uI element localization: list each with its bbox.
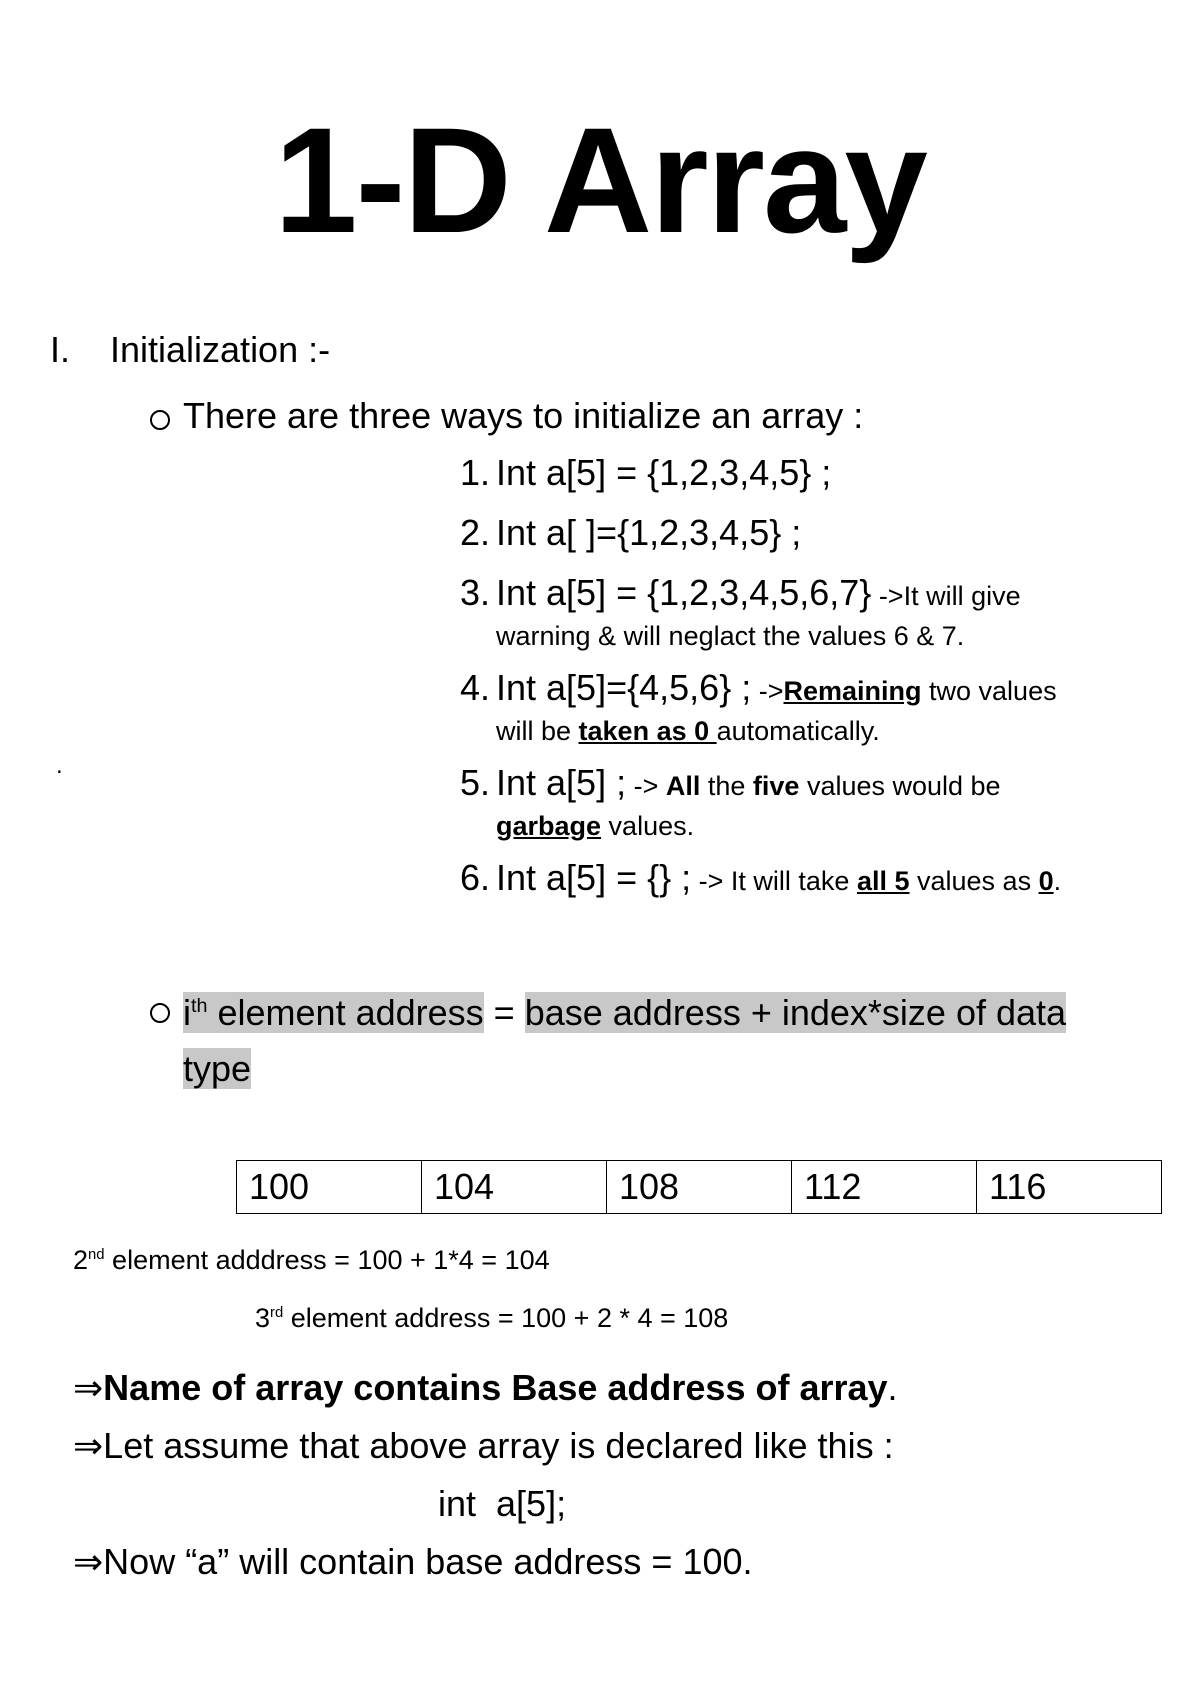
item-number: 6.	[460, 857, 491, 898]
item-code: Int a[5] = {1,2,3,4,5,6,7}	[496, 572, 872, 613]
formula-left-text: element address	[207, 992, 484, 1033]
stray-dot: .	[56, 752, 63, 779]
item-code: Int a[5] = {1,2,3,4,5} ;	[496, 452, 832, 493]
point-base-address	[73, 1367, 898, 1408]
list-item	[460, 857, 1160, 898]
calc-text: element address = 100 + 2 * 4 = 108	[283, 1303, 729, 1333]
item-number: 3.	[460, 572, 491, 613]
note-text: -> It will take	[691, 866, 857, 896]
page-title: 1-D Array	[274, 96, 926, 264]
list-item	[460, 762, 1160, 841]
implies-arrow-icon: ⇒	[73, 1541, 104, 1582]
list-item	[460, 572, 1160, 651]
note-emphasis: All	[665, 771, 701, 801]
intro-bullet-text: There are three ways to initialize an array :	[183, 395, 864, 436]
item-number: 1.	[460, 452, 491, 493]
memory-address-table	[236, 1160, 1162, 1214]
calc-superscript: nd	[88, 1247, 105, 1263]
formula-equals: =	[483, 992, 525, 1033]
note-emphasis: all 5	[856, 866, 910, 896]
formula-i: i	[183, 992, 191, 1033]
table-cell: 112	[792, 1161, 977, 1214]
table-cell: 108	[607, 1161, 792, 1214]
item-note-continued	[496, 813, 1160, 840]
note-arrow: ->	[626, 771, 666, 801]
item-note	[691, 866, 1061, 896]
implies-arrow-icon: ⇒	[73, 1425, 104, 1466]
note-text: values as	[909, 866, 1039, 896]
formula-superscript: th	[191, 995, 208, 1017]
list-item	[460, 452, 1160, 493]
note-emphasis: 0	[1038, 866, 1054, 896]
item-code: Int a[ ]={1,2,3,4,5} ;	[496, 512, 802, 553]
table-cell: 116	[977, 1161, 1162, 1214]
calc-index: 3	[255, 1303, 271, 1333]
item-number: 2.	[460, 512, 491, 553]
item-code: Int a[5] ;	[496, 762, 627, 803]
list-item	[460, 512, 1160, 553]
implies-arrow-icon: ⇒	[73, 1367, 104, 1408]
calc-third-element	[255, 1305, 728, 1332]
item-note-continued: warning & will neglact the values 6 & 7.	[496, 621, 965, 651]
note-emphasis: taken as 0	[578, 716, 717, 746]
section-numeral: I.	[50, 329, 71, 370]
note-text: will be	[496, 716, 579, 746]
item-note	[626, 771, 1001, 801]
item-code: Int a[5] = {} ;	[496, 857, 692, 898]
note-emphasis: garbage	[496, 811, 602, 841]
note-text: values.	[601, 811, 695, 841]
item-number: 5.	[460, 762, 491, 803]
item-number: 4.	[460, 667, 491, 708]
calc-second-element	[73, 1247, 550, 1274]
ways-list	[460, 452, 1160, 898]
table-cell: 100	[237, 1161, 422, 1214]
calc-index: 2	[73, 1245, 89, 1275]
bullet-icon	[150, 410, 170, 430]
item-note-continued	[496, 718, 1160, 745]
calc-superscript: rd	[270, 1305, 284, 1321]
note-text: automatically.	[716, 716, 880, 746]
item-note	[751, 676, 1056, 706]
point-text: Now “a” will contain base address = 100.	[103, 1541, 753, 1582]
list-item	[460, 667, 1160, 746]
item-note: ->It will give	[871, 581, 1021, 611]
table-cell: 104	[422, 1161, 607, 1214]
point-text: Let assume that above array is declared like this :	[103, 1425, 894, 1466]
section-heading: Initialization :-	[110, 329, 331, 370]
formula-left	[183, 992, 484, 1033]
point-now-a	[73, 1541, 753, 1582]
calc-text: element adddress = 100 + 1*4 = 104	[104, 1245, 550, 1275]
note-arrow: ->	[751, 676, 784, 706]
point-text: Name of array contains Base address of array	[103, 1367, 888, 1408]
formula-right-continued: type	[183, 1048, 252, 1089]
point-declaration	[73, 1425, 894, 1466]
note-text: values would be	[799, 771, 1001, 801]
table-row	[237, 1161, 1162, 1214]
note-text: the	[700, 771, 753, 801]
item-code: Int a[5]={4,5,6} ;	[496, 667, 752, 708]
point-end: .	[887, 1367, 898, 1408]
note-emphasis: Remaining	[783, 676, 922, 706]
declaration-code: int a[5];	[438, 1483, 567, 1524]
address-formula	[183, 985, 1103, 1097]
note-emphasis: five	[752, 771, 800, 801]
formula-right: base address + index*size of data	[524, 992, 1067, 1033]
note-text: two values	[921, 676, 1057, 706]
bullet-icon	[150, 1003, 170, 1023]
note-text: .	[1053, 866, 1062, 896]
